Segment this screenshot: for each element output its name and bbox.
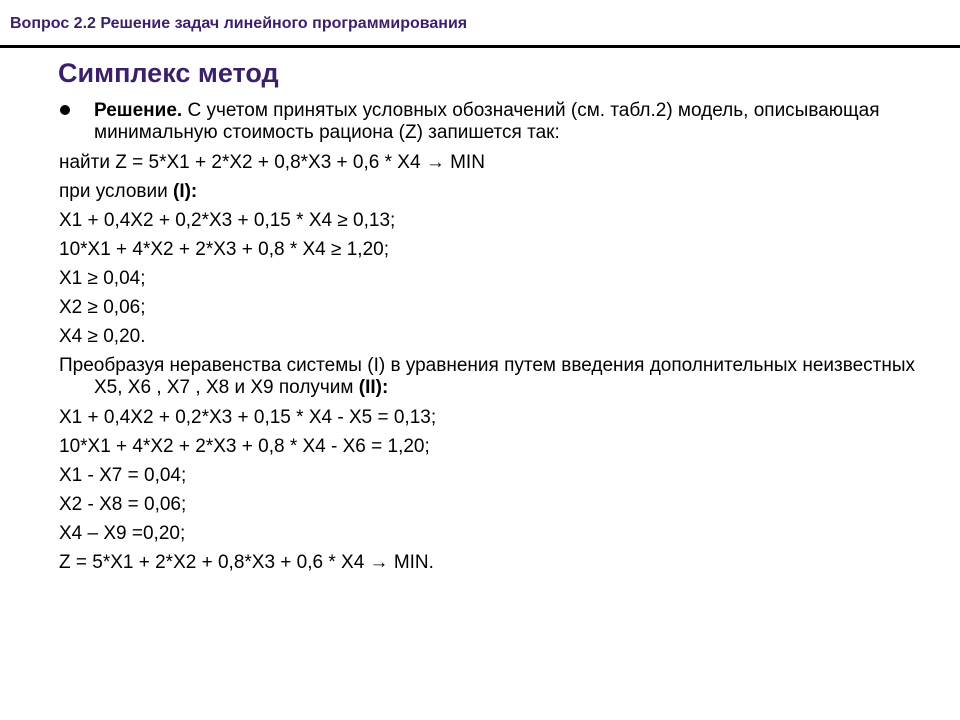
slide-title: Симплекс метод bbox=[58, 58, 279, 88]
slide-body bbox=[59, 100, 939, 581]
objective-function: найти Z = 5*X1 + 2*X2 + 0,8*X3 + 0,6 * X4 → MIN bbox=[59, 152, 485, 173]
solution-label: Решение. bbox=[94, 100, 183, 121]
system-two bbox=[59, 407, 939, 574]
condition-text: при условии bbox=[59, 181, 173, 202]
system-one bbox=[59, 210, 939, 348]
condition-label: (I): bbox=[173, 181, 198, 202]
system-one-line: X1 + 0,4X2 + 0,2*X3 + 0,15 * X4 ≥ 0,13; bbox=[59, 210, 396, 231]
system-one-line: 10*X1 + 4*X2 + 2*X3 + 0,8 * X4 ≥ 1,20; bbox=[59, 239, 389, 260]
system-one-line: X2 ≥ 0,06; bbox=[59, 297, 146, 318]
system-two-line: Z = 5*X1 + 2*X2 + 0,8*X3 + 0,6 * X4 → MIN. bbox=[59, 552, 434, 573]
system-two-line: 10*X1 + 4*X2 + 2*X3 + 0,8 * X4 - X6 = 1,20; bbox=[59, 436, 430, 457]
system-two-line: X2 - X8 = 0,06; bbox=[59, 494, 187, 515]
system-one-line: X1 ≥ 0,04; bbox=[59, 268, 146, 289]
bullet-icon bbox=[60, 105, 70, 115]
header-divider bbox=[0, 45, 960, 48]
system-two-line: X1 - X7 = 0,04; bbox=[59, 465, 187, 486]
header-title: Вопрос 2.2 Решение задач линейного программирования bbox=[10, 15, 468, 32]
solution-paragraph bbox=[59, 100, 939, 144]
transform-text: Преобразуя неравенства системы (I) в уравнения путем введения дополнительных неизвестных X5, X6 , X7 , X8 и X9 получим bbox=[59, 355, 916, 398]
system-two-line: X4 – X9 =0,20; bbox=[59, 523, 186, 544]
system-two-line: X1 + 0,4X2 + 0,2*X3 + 0,15 * X4 - X5 = 0,13; bbox=[59, 407, 437, 428]
transform-label: (II): bbox=[358, 377, 389, 398]
condition-line bbox=[59, 181, 939, 203]
system-one-line: X4 ≥ 0,20. bbox=[59, 326, 146, 347]
solution-text: С учетом принятых условных обозначений (см. табл.2) модель, описывающая минимальную стоимость рациона (Z) запишется так: bbox=[94, 100, 880, 143]
transform-paragraph bbox=[59, 355, 939, 399]
